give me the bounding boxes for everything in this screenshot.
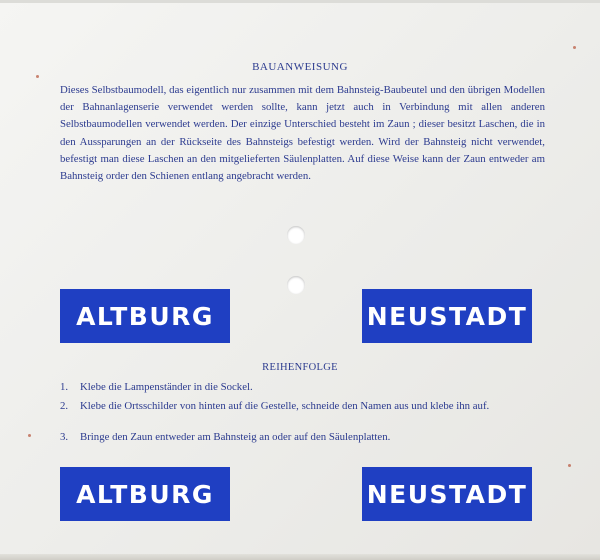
instructions-paragraph: Dieses Selbstbaumodell, das eigentlich nur zusammen mit dem Bahnsteig-Baubeutel und den übrigen Modellen der Bahnanlagenserie verwendet werden sollte, kann jetzt auch in Verbindung mit allen anderen Selbstbaumodellen verwendet werden. Der einzige Unterschied besteht im Zaun ; dieser besitzt Laschen, die in den Aussparungen an der Rückseite des Bahnsteigs befestigt werden. Wird der Bahnsteig nicht verwendet, befestigt man diese Laschen an den mitgelieferten Säulenplatten. Auf diese Weise kann der Zaun entweder am Bahnsteig order den Schienen entlang angebracht werden.: [60, 84, 545, 183]
sign-altburg-bottom-label: ALTBURG: [76, 479, 214, 509]
sign-neustadt-top: [362, 289, 532, 343]
sign-altburg-bottom: [60, 467, 230, 521]
step-1-number: 1.: [60, 381, 69, 393]
sheet-bottom-edge: [0, 554, 600, 560]
stain-dot: [28, 434, 31, 437]
step-3-number: 3.: [60, 431, 69, 443]
sign-neustadt-top-label: NEUSTADT: [366, 301, 528, 331]
stain-dot: [568, 464, 571, 467]
sheet-top-edge: [0, 0, 600, 3]
punch-hole-lower: [287, 276, 305, 294]
instructions-title: BAUANWEISUNG: [252, 61, 348, 73]
stain-dot: [573, 46, 576, 49]
sign-neustadt-bottom: [362, 467, 532, 521]
sign-neustadt-bottom-label: NEUSTADT: [366, 479, 528, 509]
sign-altburg-top: [60, 289, 230, 343]
punch-hole-upper: [287, 226, 305, 244]
step-2-text: Klebe die Ortsschilder von hinten auf die Gestelle, schneide den Namen aus und klebe ihn auf.: [80, 400, 490, 412]
step-3-text: Bringe den Zaun entweder am Bahnsteig an oder auf den Säulenplatten.: [80, 431, 391, 443]
stain-dot: [36, 75, 39, 78]
step-2-number: 2.: [60, 400, 69, 412]
step-1-text: Klebe die Lampenständer in die Sockel.: [80, 381, 253, 393]
sequence-title: REIHENFOLGE: [262, 362, 338, 373]
sign-altburg-top-label: ALTBURG: [76, 301, 214, 331]
